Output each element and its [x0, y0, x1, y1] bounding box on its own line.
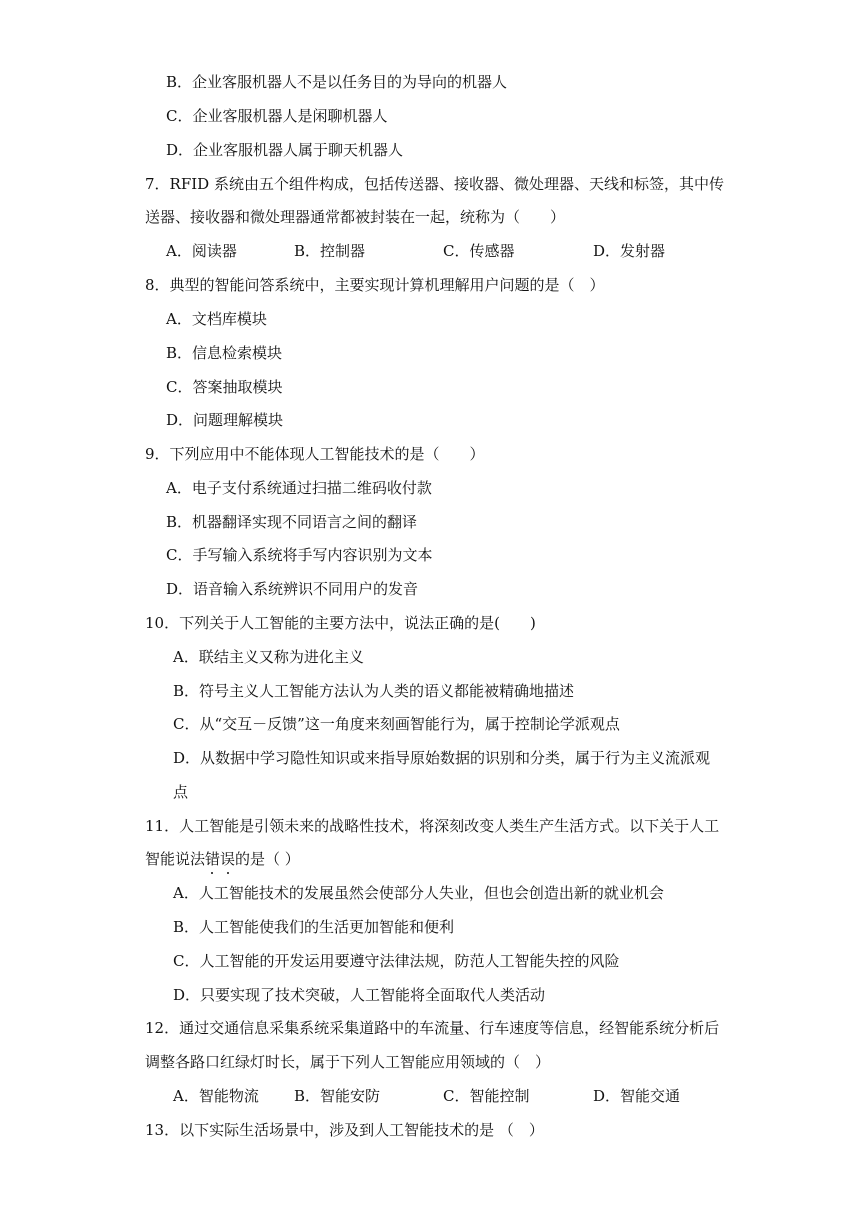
q7-option-a: A．阅读器 — [166, 242, 237, 260]
q9-option-c: C．手写输入系统将手写内容识别为文本 — [166, 546, 433, 564]
q11-option-b: B．人工智能使我们的生活更加智能和便利 — [173, 918, 455, 936]
q12-option-c: C．智能控制 — [443, 1087, 530, 1105]
q7-stem-line1: 7．RFID 系统由五个组件构成，包括传送器、接收器、微处理器、天线和标签，其中传 — [145, 175, 724, 193]
q8-option-a: A．文档库模块 — [166, 310, 267, 328]
q10-option-b: B．符号主义人工智能方法认为人类的语义都能被精确地描述 — [173, 682, 575, 700]
q11-option-d: D．只要实现了技术突破，人工智能将全面取代人类活动 — [173, 986, 546, 1004]
q10-stem: 10．下列关于人工智能的主要方法中，说法正确的是( ) — [145, 614, 536, 632]
q9-option-b: B．机器翻译实现不同语言之间的翻译 — [166, 513, 418, 531]
q7-option-c: C．传感器 — [443, 242, 515, 260]
emphasis-dot — [211, 872, 213, 874]
q11-option-c: C．人工智能的开发运用要遵守法律法规，防范人工智能失控的风险 — [173, 952, 620, 970]
q6-option-b: B．企业客服机器人不是以任务目的为导向的机器人 — [166, 73, 508, 91]
q11-emphasis-word — [205, 850, 235, 868]
q8-option-d: D．问题理解模块 — [166, 411, 284, 429]
q9-option-a: A．电子支付系统通过扫描二维码收付款 — [166, 479, 432, 497]
q11-stem-line1: 11．人工智能是引领未来的战略性技术，将深刻改变人类生产生活方式。以下关于人工 — [145, 817, 720, 835]
q12-stem-line1: 12．通过交通信息采集系统采集道路中的车流量、行车速度等信息，经智能系统分析后 — [145, 1019, 720, 1037]
q9-stem: 9．下列应用中不能体现人工智能技术的是（ ） — [145, 445, 485, 463]
q10-option-d: D．从数据中学习隐性知识或来指导原始数据的识别和分类，属于行为主义流派观 — [173, 749, 711, 767]
q13-stem: 13．以下实际生活场景中，涉及到人工智能技术的是 （ ） — [145, 1121, 544, 1139]
q8-option-b: B．信息检索模块 — [166, 344, 283, 362]
q7-option-b: B．控制器 — [294, 242, 366, 260]
q10-option-d-wrap: 点 — [173, 783, 189, 801]
q12-stem-line2: 调整各路口红绿灯时长，属于下列人工智能应用领域的（ ） — [145, 1053, 551, 1071]
q7-stem-line2: 送器、接收器和微处理器通常都被封装在一起，统称为（ ） — [145, 208, 566, 226]
q6-option-d: D．企业客服机器人属于聊天机器人 — [166, 141, 404, 159]
q10-option-c: C．从“交互－反馈”这一角度来刻画智能行为，属于控制论学派观点 — [173, 715, 620, 733]
q7-option-d: D．发射器 — [593, 242, 666, 260]
q8-stem: 8．典型的智能问答系统中，主要实现计算机理解用户问题的是（ ） — [145, 276, 605, 294]
q11-option-a: A．人工智能技术的发展虽然会使部分人失业，但也会创造出新的就业机会 — [173, 884, 664, 902]
q9-option-d: D．语音输入系统辨识不同用户的发音 — [166, 580, 419, 598]
emphasis-dot — [227, 872, 229, 874]
q6-option-c: C．企业客服机器人是闲聊机器人 — [166, 107, 388, 125]
q11-stem-post: 的是（ ） — [235, 850, 300, 868]
q12-option-a: A．智能物流 — [173, 1087, 259, 1105]
q11-emphasis-text: 错误 — [205, 850, 236, 868]
q10-option-a: A．联结主义又称为进化主义 — [173, 648, 364, 666]
q8-option-c: C．答案抽取模块 — [166, 378, 283, 396]
q11-stem-pre: 智能说法 — [145, 850, 206, 868]
q11-stem-line2 — [145, 849, 300, 869]
q12-option-d: D．智能交通 — [593, 1087, 681, 1105]
q12-option-b: B．智能安防 — [294, 1087, 381, 1105]
